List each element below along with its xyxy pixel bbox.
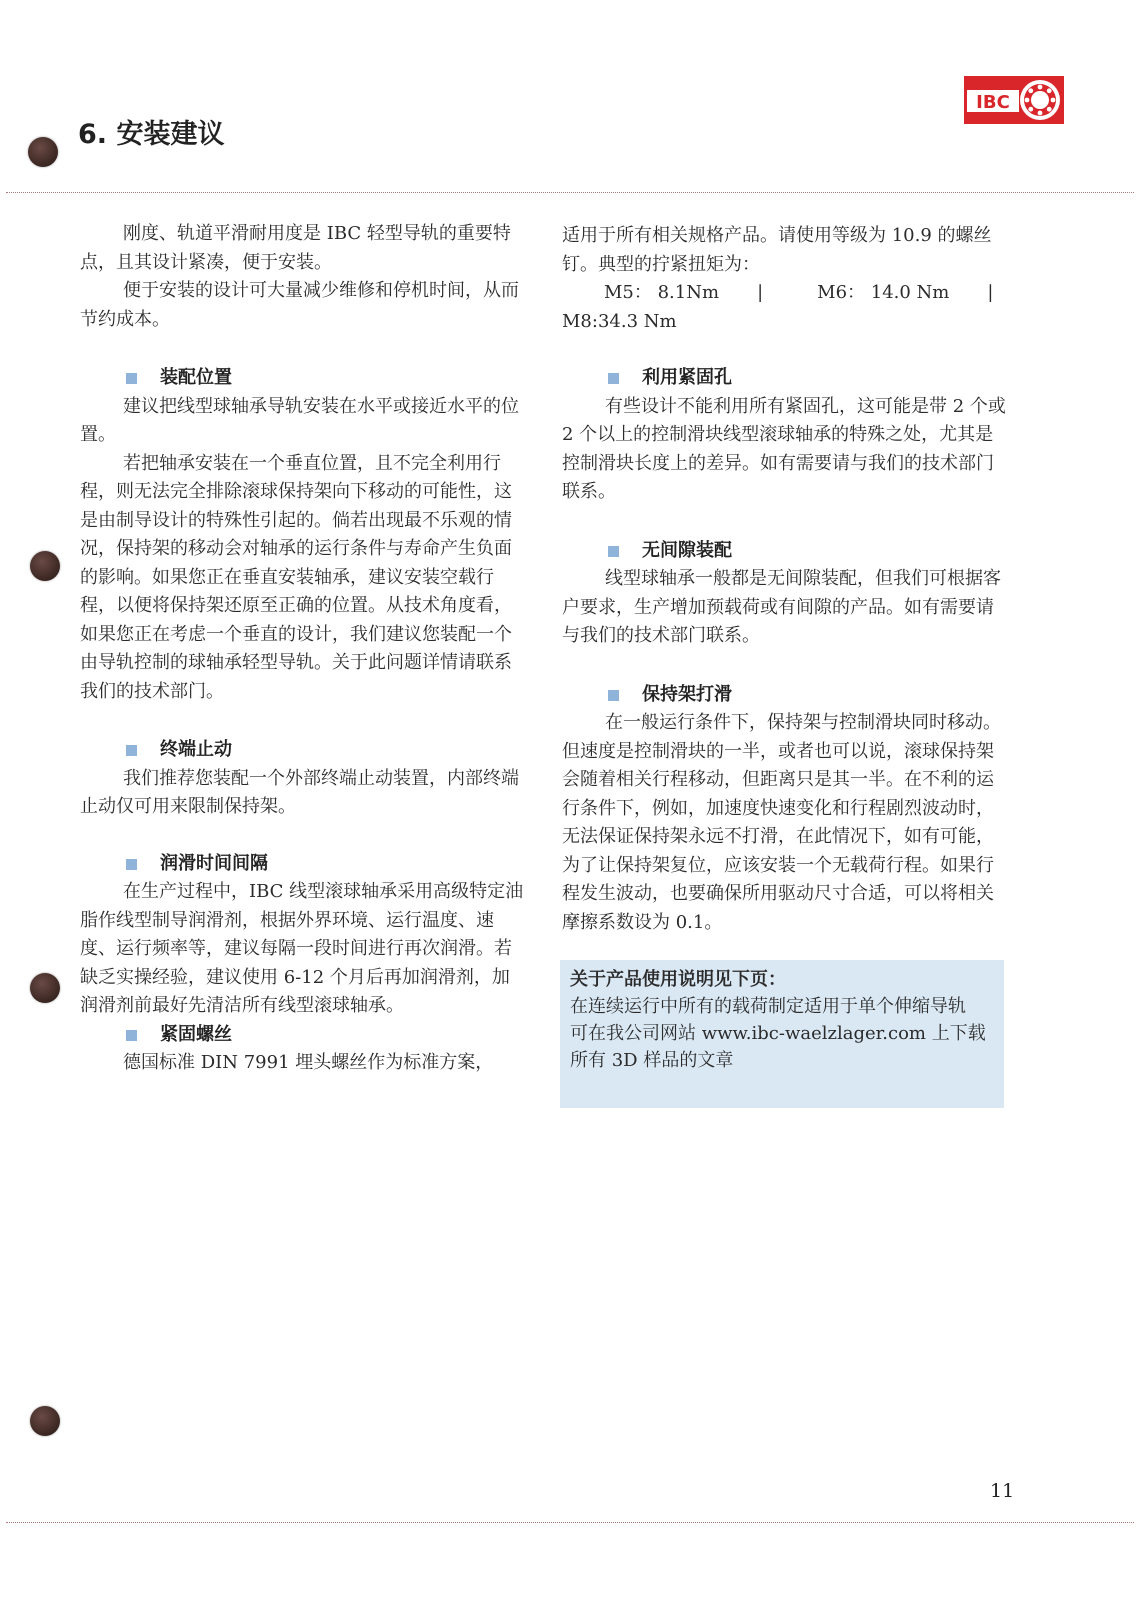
section-heading-zero-clearance: 无间隙装配 <box>562 537 1006 566</box>
fastening-screws-continuation: 适用于所有相关规格产品。请使用等级为 10.9 的螺丝钉。典型的拧紧扭矩为： <box>562 225 992 275</box>
assembly-position-paragraph-1: 建议把线型球轴承导轨安装在水平或接近水平的位置。 <box>80 395 519 445</box>
section-heading-end-stop: 终端止动 <box>80 736 524 765</box>
section-heading-lubrication-interval: 润滑时间间隔 <box>80 850 524 879</box>
torque-separator-1: | <box>757 282 764 303</box>
bullet-square <box>126 859 137 870</box>
footer-divider <box>6 1522 1134 1523</box>
end-stop-paragraph: 我们推荐您装配一个外部终端止动装置，内部终端止动仅可用来限制保持架。 <box>80 767 519 817</box>
section-heading-assembly-position: 装配位置 <box>80 364 524 393</box>
torque-values <box>562 279 1006 308</box>
lubrication-paragraph: 在生产过程中，IBC 线型滚球轴承采用高级特定油脂作线型制导润滑剂，根据外界环境、运行温度、速度、运行频率等，建议每隔一段时间进行再次润滑。若缺乏实操经验，建议使用 6-12 个月后再加润滑剂，加润滑剂前最好先清洁所有线型滚球轴承。 <box>80 881 524 1016</box>
ibc-logo <box>964 76 1064 124</box>
section-heading-cage-slip: 保持架打滑 <box>562 681 1006 710</box>
cage-slip-paragraph: 在一般运行条件下，保持架与控制滑块同时移动。但速度是控制滑块的一半，或者也可以说，滚球保持架会随着相关行程移动，但距离只是其一半。在不利的运行条件下，例如，加速度快速变化和行程剧烈波动时，无法保证保持架永远不打滑，在此情况下，如有可能，为了让保持架复位，应该安装一个无载荷行程。如果行程发生波动，也要确保所用驱动尺寸合适，可以将相关摩擦系数设为 0.1。 <box>562 712 1001 933</box>
info-box-line-1: 在连续运行中所有的载荷制定适用于单个伸缩导轨 <box>570 996 966 1017</box>
bullet-square <box>608 373 619 384</box>
info-box-heading: 关于产品使用说明见下页： <box>570 969 786 990</box>
left-column <box>80 220 524 1078</box>
torque-m5: M5： 8.1Nm <box>604 282 720 303</box>
torque-m6: M6： 14.0 Nm <box>817 282 950 303</box>
bullet-square <box>608 690 619 701</box>
bullet-square <box>126 745 137 756</box>
info-box <box>560 960 1004 1108</box>
bullet-square <box>608 546 619 557</box>
bullet-square <box>126 373 137 384</box>
zero-clearance-paragraph: 线型球轴承一般都是无间隙装配，但我们可根据客户要求，生产增加预载荷或有间隙的产品。如有需要请与我们的技术部门联系。 <box>562 568 1001 646</box>
right-column <box>562 222 1006 937</box>
bullet-square <box>126 1030 137 1041</box>
section-heading-fastening-screws: 紧固螺丝 <box>80 1021 524 1050</box>
torque-m8: M8:34.3 Nm <box>562 310 677 332</box>
punch-hole-1 <box>28 137 58 167</box>
punch-hole-3 <box>30 973 60 1003</box>
intro-paragraph-1: 刚度、轨道平滑耐用度是 IBC 轻型导轨的重要特点，且其设计紧凑，便于安装。 <box>80 223 511 273</box>
header-divider <box>6 192 1134 193</box>
fastening-holes-paragraph: 有些设计不能利用所有紧固孔，这可能是带 2 个或 2 个以上的控制滑块线型滚球轴承的特殊之处，尤其是控制滑块长度上的差异。如有需要请与我们的技术部门联系。 <box>562 395 1006 502</box>
info-box-line-2: 可在我公司网站 www.ibc-waelzlager.com 上下载所有 3D 样品的文章 <box>570 1023 986 1071</box>
section-heading-fastening-holes: 利用紧固孔 <box>562 364 1006 393</box>
punch-hole-4 <box>30 1406 60 1436</box>
intro-paragraph-2: 便于安装的设计可大量减少维修和停机时间，从而节约成本。 <box>80 280 519 330</box>
page-number: 11 <box>990 1480 1015 1502</box>
torque-separator-2: | <box>987 282 994 303</box>
page-title: 6. 安装建议 <box>78 119 225 150</box>
assembly-position-paragraph-2: 若把轴承安装在一个垂直位置，且不完全利用行程，则无法完全排除滚球保持架向下移动的可能性，这是由制导设计的特殊性引起的。倘若出现最不乐观的情况，保持架的移动会对轴承的运行条件与寿命产生负面的影响。如果您正在垂直安装轴承，建议安装空载行程，以便将保持架还原至正确的位置。从技术角度看，如果您正在考虑一个垂直的设计，我们建议您装配一个由导轨控制的球轴承轻型导轨。关于此问题详情请联系我们的技术部门。 <box>80 452 512 702</box>
logo-text: IBC <box>976 92 1010 113</box>
punch-hole-2 <box>30 551 60 581</box>
fastening-screws-paragraph: 德国标准 DIN 7991 埋头螺丝作为标准方案， <box>123 1052 494 1073</box>
